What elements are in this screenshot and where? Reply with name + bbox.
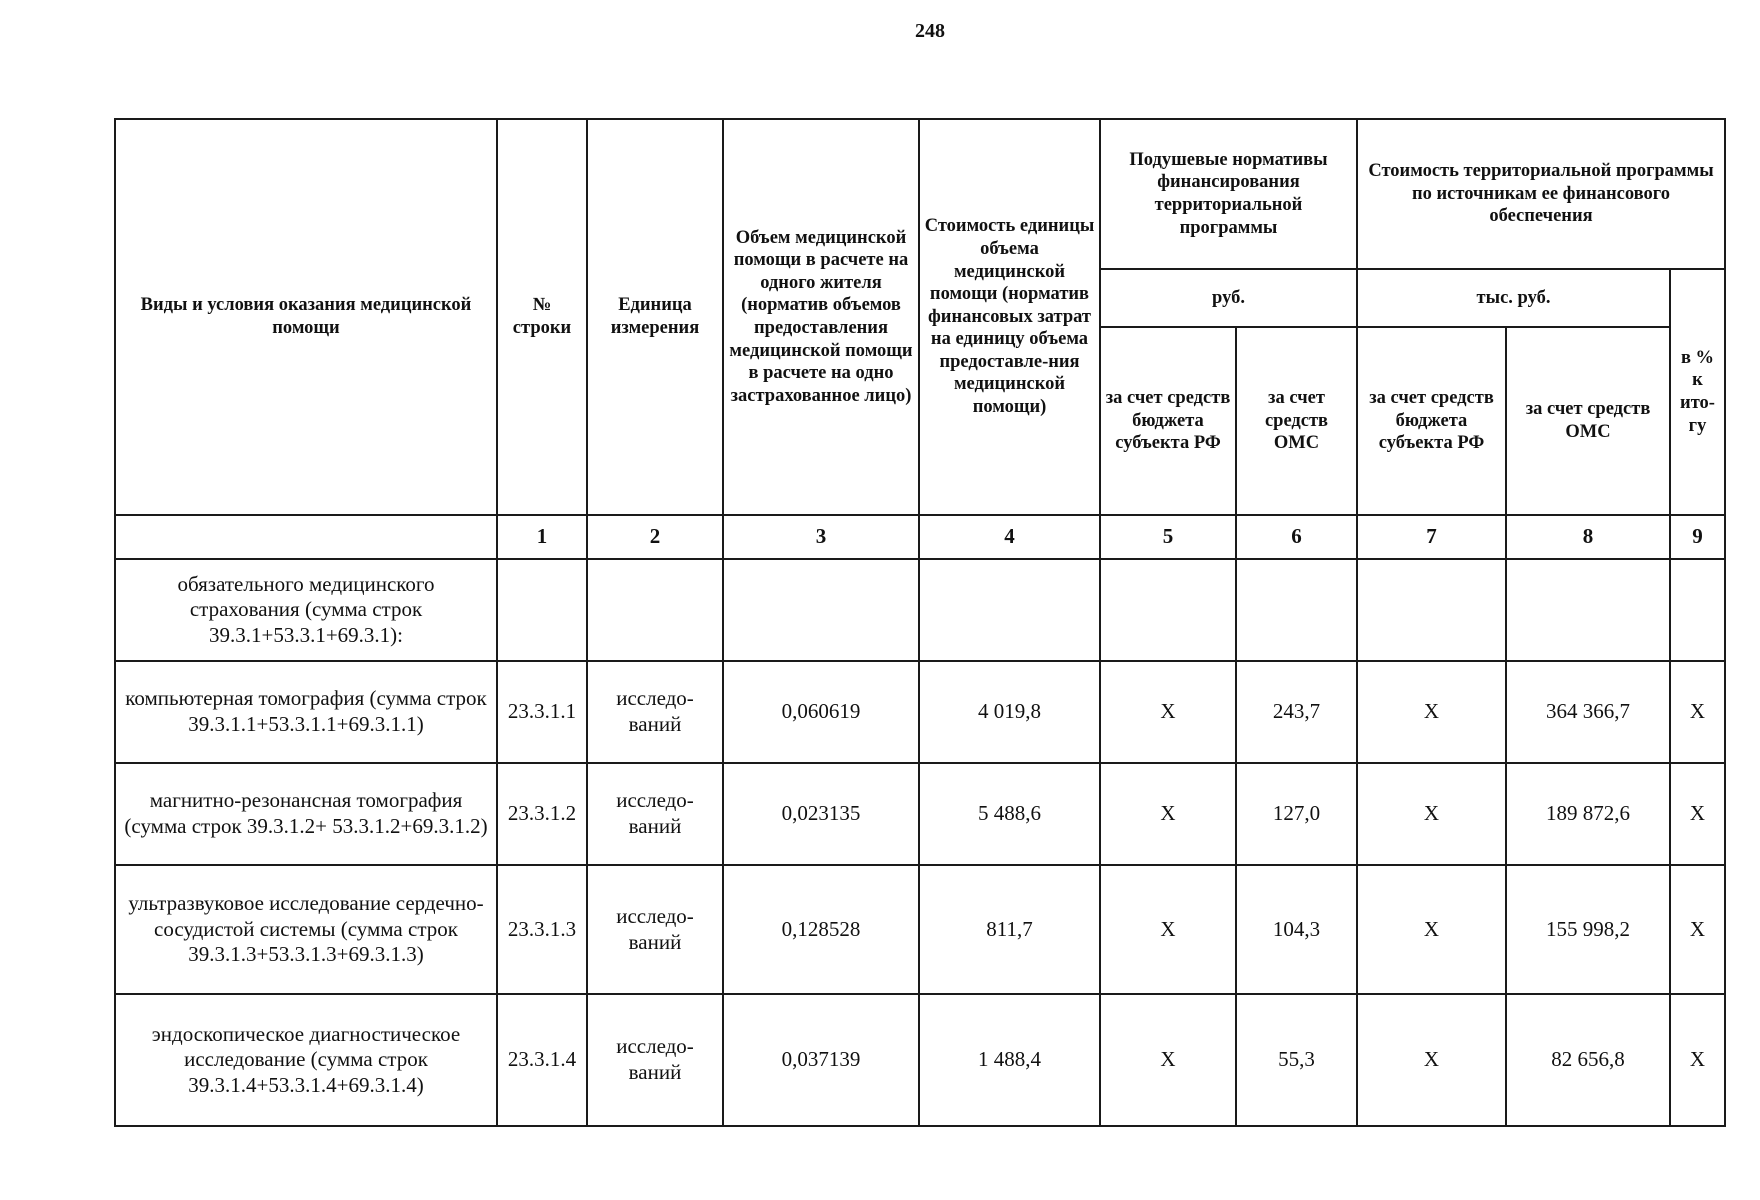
row-budget-thous: Х	[1357, 661, 1506, 763]
row-cost	[919, 559, 1100, 661]
row-volume: 0,128528	[723, 865, 919, 994]
column-number: 3	[723, 515, 919, 559]
row-percent: Х	[1670, 865, 1725, 994]
column-number: 1	[497, 515, 587, 559]
row-budget-thous: Х	[1357, 763, 1506, 865]
header-kind: Виды и условия оказания медицинской помощи	[115, 119, 497, 515]
row-volume	[723, 559, 919, 661]
column-number: 5	[1100, 515, 1236, 559]
header-percent: в % к ито-гу	[1670, 269, 1725, 515]
financing-table	[114, 118, 1726, 1127]
row-cost: 4 019,8	[919, 661, 1100, 763]
row-budget-thous: Х	[1357, 994, 1506, 1126]
header-budget-thous: за счет средств бюджета субъекта РФ	[1357, 327, 1506, 515]
row-volume: 0,023135	[723, 763, 919, 865]
header-per-capita: Подушевые нормативы финансирования территориальной программы	[1100, 119, 1357, 269]
table-row	[115, 661, 1725, 763]
header-budget-rub: за счет средств бюджета субъекта РФ	[1100, 327, 1236, 515]
row-oms-rub	[1236, 559, 1357, 661]
header-total-cost: Стоимость территориальной программы по источникам ее финансового обеспечения	[1357, 119, 1725, 269]
column-number-row	[115, 515, 1725, 559]
row-volume: 0,060619	[723, 661, 919, 763]
row-number: 23.3.1.3	[497, 865, 587, 994]
table-row	[115, 994, 1725, 1126]
header-cost: Стоимость единицы объема медицинской помощи (норматив финансовых затрат на единицу объема предоставле-ния медицинской помощи)	[919, 119, 1100, 515]
row-number: 23.3.1.2	[497, 763, 587, 865]
column-number: 6	[1236, 515, 1357, 559]
row-number: 23.3.1.4	[497, 994, 587, 1126]
row-oms-rub: 243,7	[1236, 661, 1357, 763]
row-budget-rub: Х	[1100, 865, 1236, 994]
row-cost: 1 488,4	[919, 994, 1100, 1126]
row-oms-rub: 55,3	[1236, 994, 1357, 1126]
row-oms-thous: 364 366,7	[1506, 661, 1670, 763]
row-unit: исследо-ваний	[587, 865, 723, 994]
row-cost: 5 488,6	[919, 763, 1100, 865]
header-row-number: № строки	[497, 119, 587, 515]
row-oms-rub: 127,0	[1236, 763, 1357, 865]
row-budget-rub: Х	[1100, 994, 1236, 1126]
row-percent: Х	[1670, 994, 1725, 1126]
row-volume: 0,037139	[723, 994, 919, 1126]
row-cost: 811,7	[919, 865, 1100, 994]
column-number: 2	[587, 515, 723, 559]
row-percent: Х	[1670, 661, 1725, 763]
header-oms-rub: за счет средств ОМС	[1236, 327, 1357, 515]
table-row	[115, 865, 1725, 994]
row-unit: исследо-ваний	[587, 661, 723, 763]
row-name: эндоскопическое диагностическое исследование (сумма строк 39.3.1.4+53.3.1.4+69.3.1.4)	[115, 994, 497, 1126]
column-number: 8	[1506, 515, 1670, 559]
table-row	[115, 559, 1725, 661]
row-percent: Х	[1670, 763, 1725, 865]
column-number-blank	[115, 515, 497, 559]
row-unit: исследо-ваний	[587, 763, 723, 865]
row-oms-thous: 82 656,8	[1506, 994, 1670, 1126]
row-oms-rub: 104,3	[1236, 865, 1357, 994]
row-percent	[1670, 559, 1725, 661]
column-number: 4	[919, 515, 1100, 559]
row-budget-rub: Х	[1100, 661, 1236, 763]
row-unit	[587, 559, 723, 661]
row-budget-rub	[1100, 559, 1236, 661]
row-name: ультразвуковое исследование сердечно-сосудистой системы (сумма строк 39.3.1.3+53.3.1.3+69.3.1.3)	[115, 865, 497, 994]
header-thous-rub: тыс. руб.	[1357, 269, 1670, 327]
column-number: 7	[1357, 515, 1506, 559]
row-oms-thous: 155 998,2	[1506, 865, 1670, 994]
table-row	[115, 763, 1725, 865]
row-oms-thous: 189 872,6	[1506, 763, 1670, 865]
row-name: компьютерная томография (сумма строк 39.3.1.1+53.3.1.1+69.3.1.1)	[115, 661, 497, 763]
row-budget-thous	[1357, 559, 1506, 661]
header-oms-thous: за счет средств ОМС	[1506, 327, 1670, 515]
row-budget-rub: Х	[1100, 763, 1236, 865]
row-number: 23.3.1.1	[497, 661, 587, 763]
header-rub: руб.	[1100, 269, 1357, 327]
page-number: 248	[915, 20, 945, 42]
row-unit: исследо-ваний	[587, 994, 723, 1126]
row-name: магнитно-резонансная томография (сумма строк 39.3.1.2+ 53.3.1.2+69.3.1.2)	[115, 763, 497, 865]
header-volume: Объем медицинской помощи в расчете на одного жителя (норматив объемов предоставления медицинской помощи в расчете на одно застрахованное лицо)	[723, 119, 919, 515]
column-number: 9	[1670, 515, 1725, 559]
row-oms-thous	[1506, 559, 1670, 661]
row-name: обязательного медицинского страхования (сумма строк 39.3.1+53.3.1+69.3.1):	[115, 559, 497, 661]
header-unit: Единица измерения	[587, 119, 723, 515]
row-budget-thous: Х	[1357, 865, 1506, 994]
row-number	[497, 559, 587, 661]
